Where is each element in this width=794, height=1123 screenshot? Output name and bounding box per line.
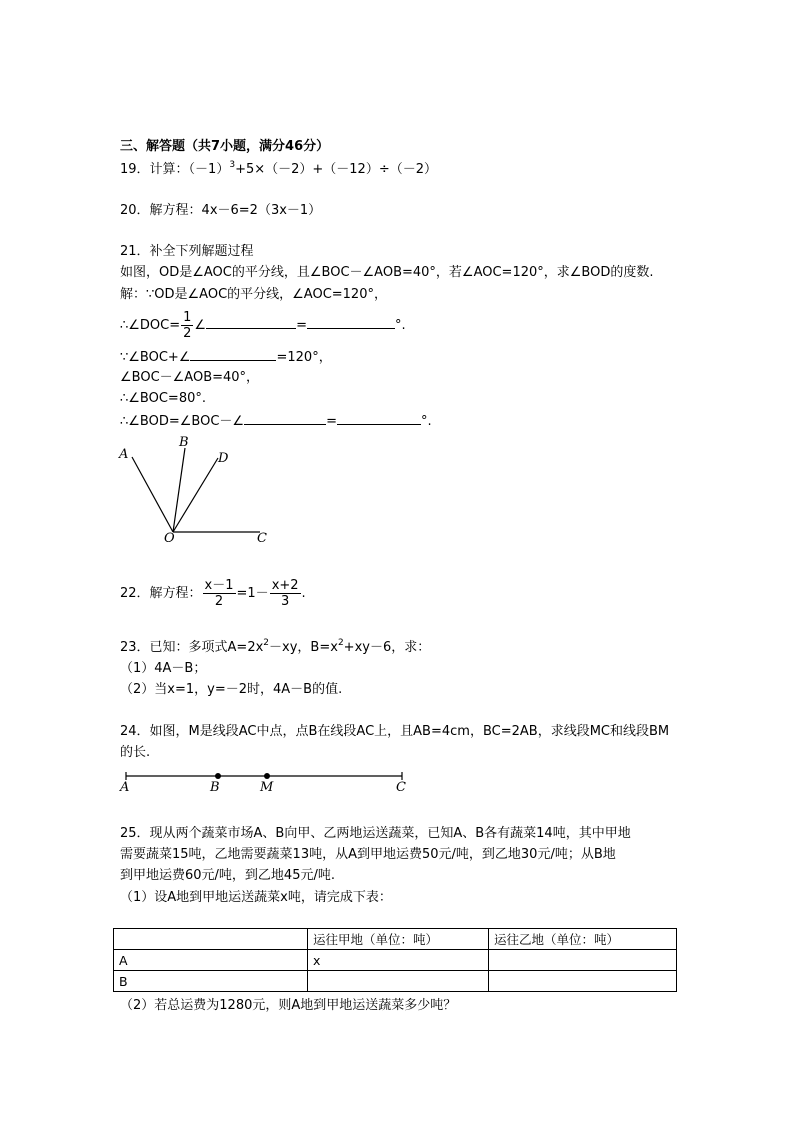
- q21-title: 21．补全下列解题过程: [120, 244, 254, 259]
- table-row: [114, 929, 677, 950]
- q22-prefix: 22．解方程：: [120, 586, 202, 601]
- fraction-2-numerator: x+2: [271, 578, 299, 593]
- label-O: O: [164, 531, 175, 546]
- q21-s2-end: °.: [394, 318, 406, 333]
- table-cell: x: [308, 950, 489, 971]
- q23-line-3: （2）当x=1，y=－2时，4A－B的值.: [120, 682, 343, 697]
- q21-s2-prefix: ∴∠DOC=: [120, 318, 181, 333]
- q24-line-1: 24．如图，M是线段AC中点，点B在线段AC上，且AB=4cm，BC=2AB，求线段MC和线段BM: [120, 724, 670, 739]
- q21-stem: 如图，OD是∠AOC的平分线，且∠BOC－∠AOB=40°，若∠AOC=120°，求∠BOD的度数.: [120, 265, 654, 280]
- label-A: A: [119, 447, 129, 462]
- table-cell[interactable]: [489, 950, 677, 971]
- q19-prefix: 19．计算：（－1）: [120, 162, 230, 177]
- q21-s3-end: =120°，: [276, 350, 332, 365]
- table-cell[interactable]: [489, 971, 677, 992]
- fraction-2: [270, 578, 301, 609]
- half-denominator: 2: [183, 326, 192, 341]
- q21-solution-line-1: 解：∵OD是∠AOC的平分线，∠AOC=120°，: [120, 287, 387, 302]
- seg-label-B: B: [210, 780, 220, 795]
- q21-s2-angle: ∠: [194, 318, 207, 333]
- fraction-1: [203, 578, 236, 609]
- q21-s6-end: °.: [420, 414, 432, 429]
- q19-exponent: 3: [229, 160, 236, 170]
- blank-4[interactable]: [244, 412, 326, 425]
- table-row: [114, 971, 677, 992]
- table-row-label: A: [114, 950, 308, 971]
- q25-line-2: 需要蔬菜15吨，乙地需要蔬菜13吨，从A到甲地运费50元/吨，到乙地30元/吨；从B地: [120, 847, 616, 862]
- q25-line-3: 到甲地运费60元/吨，到乙地45元/吨.: [120, 868, 335, 883]
- q24-line-2: 的长.: [120, 745, 151, 760]
- q23-exponent-2: 2: [337, 638, 344, 648]
- point-B: [215, 773, 221, 779]
- blank-1[interactable]: [206, 316, 296, 329]
- ray-OB: [173, 448, 185, 532]
- q21-solution-line-6: [120, 412, 432, 430]
- table-row-label: B: [114, 971, 308, 992]
- label-C: C: [257, 531, 267, 546]
- ray-OD: [173, 458, 218, 532]
- q23-exponent-1: 2: [263, 638, 270, 648]
- q21-solution-line-4: ∠BOC－∠AOB=40°，: [120, 370, 260, 385]
- q21-s3-prefix: ∵∠BOC+∠: [120, 350, 191, 365]
- q21-solution-line-3: [120, 348, 332, 366]
- seg-label-A: A: [120, 780, 130, 795]
- table-row: [114, 950, 677, 971]
- question-22: [120, 576, 306, 612]
- seg-label-M: M: [260, 780, 274, 795]
- question-19: [120, 162, 437, 178]
- q23-line-1: [120, 640, 430, 656]
- q22-end: .: [301, 586, 306, 601]
- q22-middle: =1－: [236, 586, 269, 601]
- fraction-1-denominator: 2: [214, 594, 224, 609]
- label-B: B: [179, 435, 189, 450]
- seg-label-C: C: [396, 780, 406, 795]
- blank-2[interactable]: [307, 316, 395, 329]
- table-header: 运往乙地（单位：吨）: [489, 929, 677, 950]
- blank-3[interactable]: [190, 348, 276, 361]
- q21-s6-equals: =: [326, 414, 337, 429]
- point-M: [264, 773, 270, 779]
- blank-5[interactable]: [337, 412, 421, 425]
- label-D: D: [218, 451, 229, 466]
- fraction-1-numerator: x－1: [204, 578, 234, 593]
- q21-s6-prefix: ∴∠BOD=∠BOC－∠: [120, 414, 245, 429]
- transport-table: [113, 928, 677, 992]
- fraction-2-denominator: 3: [280, 594, 290, 609]
- question-20: 20．解方程：4x－6=2（3x－1）: [120, 203, 322, 218]
- ray-OA: [132, 457, 173, 532]
- table-cell: [114, 929, 308, 950]
- q21-s2-equals: =: [296, 318, 307, 333]
- section-title: 三、解答题（共7小题，满分46分）: [120, 139, 330, 154]
- q25-line-4: （1）设A地到甲地运送蔬菜x吨，请完成下表：: [120, 890, 392, 905]
- q23-line-2: （1）4A－B；: [120, 661, 207, 676]
- table-cell[interactable]: [308, 971, 489, 992]
- q21-solution-line-5: ∴∠BOC=80°.: [120, 391, 206, 406]
- q23-l1-end: +xy－6，求：: [343, 640, 431, 655]
- q23-l1-middle: －xy，B=x: [269, 640, 338, 655]
- q25-line-1: 25．现从两个蔬菜市场A、B向甲、乙两地运送蔬菜，已知A、B各有蔬菜14吨，其中甲地: [120, 826, 631, 841]
- q19-rest: +5×（－2）+（－12）÷（－2）: [235, 162, 437, 177]
- q21-solution-line-2: [120, 309, 406, 343]
- q25-line-5: （2）若总运费为1280元，则A地到甲地运送蔬菜多少吨？: [120, 998, 457, 1013]
- q23-l1-prefix: 23．已知：多项式A=2x: [120, 640, 264, 655]
- half-fraction: [181, 310, 193, 341]
- half-numerator: 1: [183, 310, 192, 325]
- table-header: 运往甲地（单位：吨）: [308, 929, 489, 950]
